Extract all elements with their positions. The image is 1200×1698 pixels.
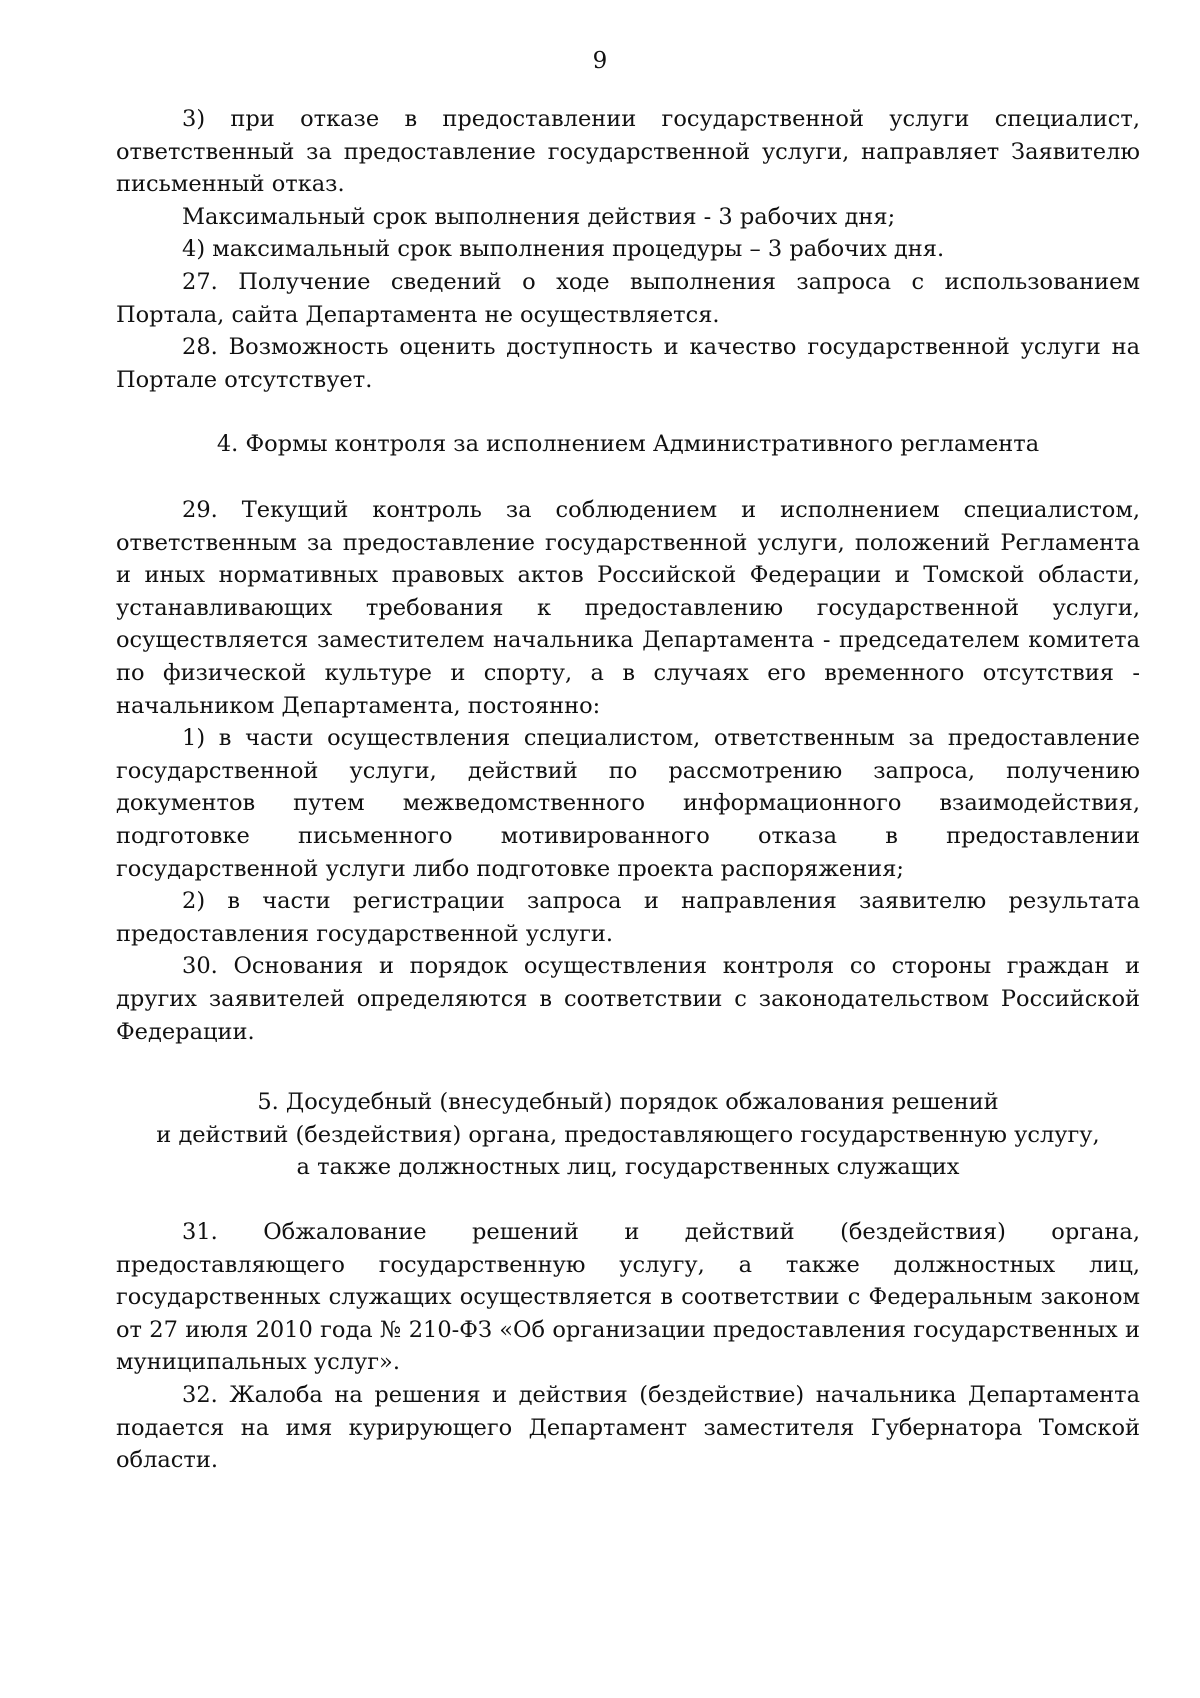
paragraph-max-action-term: Максимальный срок выполнения действия - 3 рабочих дня; <box>182 203 896 230</box>
section-4-heading-block <box>116 428 1140 461</box>
page-number: 9 <box>592 48 608 74</box>
top-paragraphs <box>116 103 1140 396</box>
section-5-heading <box>116 1086 1140 1184</box>
paragraph-29: 29. Текущий контроль за соблюдением и исполнением специалистом, ответственным за предоставление государственной услуги, положений Регламента и иных нормативных правовых актов Российской Федерации и Томской области, устанавливающих требования к предоставлению государственной услуги, осуществляется заместителем начальника Департамента - председателем комитета по физической культуре и спорту, а в случаях его временного отсутствия - начальником Департамента, постоянно: <box>116 497 1140 719</box>
paragraph-29-item-2: 2) в части регистрации запроса и направления заявителю результата предоставления государственной услуги. <box>116 888 1140 947</box>
paragraph-refusal: 3) при отказе в предоставлении государственной услуги специалист, ответственный за предоставление государственной услуги, направляет Заявителю письменный отказ. <box>116 106 1140 198</box>
section-5-paragraphs <box>116 1216 1140 1477</box>
section-5-heading-line-2: и действий (бездействия) органа, предоставляющего государственную услугу, <box>156 1121 1100 1148</box>
section-4-paragraphs <box>116 494 1140 1048</box>
section-4-heading: 4. Формы контроля за исполнением Административного регламента <box>216 431 1040 457</box>
section-5-heading-line-3: а также должностных лиц, государственных служащих <box>296 1154 960 1181</box>
section-5-heading-block <box>116 1086 1140 1184</box>
paragraph-32: 32. Жалоба на решения и действия (бездействие) начальника Департамента подается на имя курирующего Департамент заместителя Губернатора Томской области. <box>116 1381 1140 1474</box>
paragraph-30: 30. Основания и порядок осуществления контроля со стороны граждан и других заявителей определяются в соответствии с законодательством Российской Федерации. <box>116 953 1140 1045</box>
paragraph-29-item-1: 1) в части осуществления специалистом, ответственным за предоставление государственной услуги, действий по рассмотрению запроса, получению документов путем межведомственного информационного взаимодействия, подготовке письменного мотивированного отказа в предоставлении государственной услуги либо подготовке проекта распоряжения; <box>116 725 1140 882</box>
paragraph-31: 31. Обжалование решений и действий (бездействия) органа, предоставляющего государственную услугу, а также должностных лиц, государственных служащих осуществляется в соответствии с Федеральным законом от 27 июля 2010 года № 210-ФЗ «Об организации предоставления государственных и муниципальных услуг». <box>116 1219 1140 1376</box>
paragraph-max-procedure-term: 4) максимальный срок выполнения процедуры – 3 рабочих дня. <box>182 236 945 263</box>
section-5-heading-line-1: 5. Досудебный (внесудебный) порядок обжалования решений <box>257 1089 999 1115</box>
paragraph-28: 28. Возможность оценить доступность и качество государственной услуги на Портале отсутствует. <box>116 334 1140 393</box>
paragraph-27: 27. Получение сведений о ходе выполнения запроса с использованием Портала, сайта Департамента не осуществляется. <box>116 268 1140 328</box>
